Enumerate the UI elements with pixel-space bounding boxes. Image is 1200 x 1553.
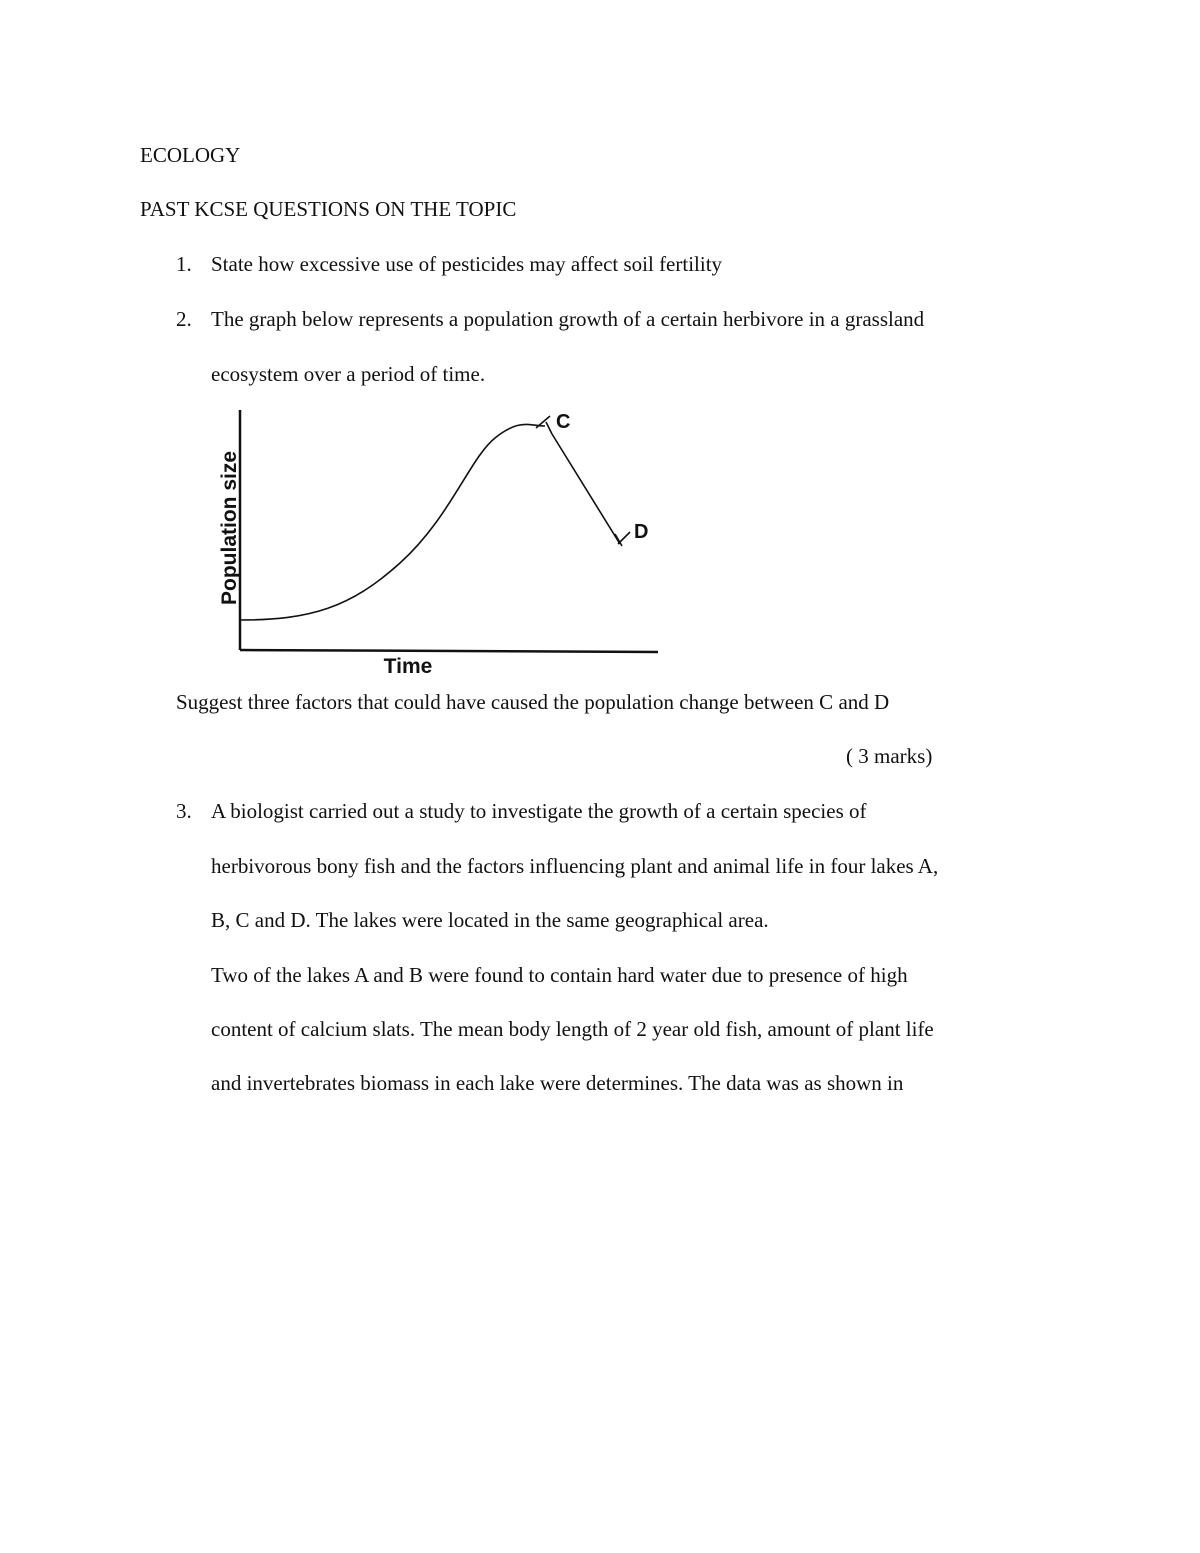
growth-curve — [240, 424, 545, 620]
question-text: content of calcium slats. The mean body length of 2 year old fish, amount of plant life — [211, 1017, 934, 1041]
marks-label: ( 3 marks) — [846, 744, 933, 768]
y-axis-label: Population size — [218, 450, 241, 606]
question-text: State how excessive use of pesticides may affect soil fertility — [211, 252, 723, 276]
page-title: ECOLOGY — [140, 143, 241, 167]
point-c-tick — [546, 422, 552, 434]
question-text: The graph below represents a population growth of a certain herbivore in a grassland — [211, 307, 925, 331]
question-text: herbivorous bony fish and the factors influencing plant and animal life in four lakes A, — [211, 854, 939, 878]
x-axis — [240, 650, 658, 652]
question-text: B, C and D. The lakes were located in the same geographical area. — [211, 908, 769, 932]
label-c: C — [556, 411, 571, 433]
label-d: D — [634, 521, 649, 543]
x-axis-label: Time — [383, 655, 433, 678]
question-text: ecosystem over a period of time. — [211, 362, 486, 386]
decline-line — [552, 434, 620, 544]
question-text: Two of the lakes A and B were found to contain hard water due to presence of high — [211, 963, 908, 987]
question-text: A biologist carried out a study to investigate the growth of a certain species of — [211, 799, 867, 823]
question-number: 2. — [176, 307, 192, 331]
page-subtitle: PAST KCSE QUESTIONS ON THE TOPIC — [140, 197, 517, 221]
question-number: 1. — [176, 252, 192, 276]
population-graph — [200, 398, 680, 688]
question-text: and invertebrates biomass in each lake were determines. The data was as shown in — [211, 1071, 904, 1095]
point-d-tick — [618, 532, 630, 544]
question-number: 3. — [176, 799, 192, 823]
question-prompt: Suggest three factors that could have caused the population change between C and D — [176, 690, 890, 714]
